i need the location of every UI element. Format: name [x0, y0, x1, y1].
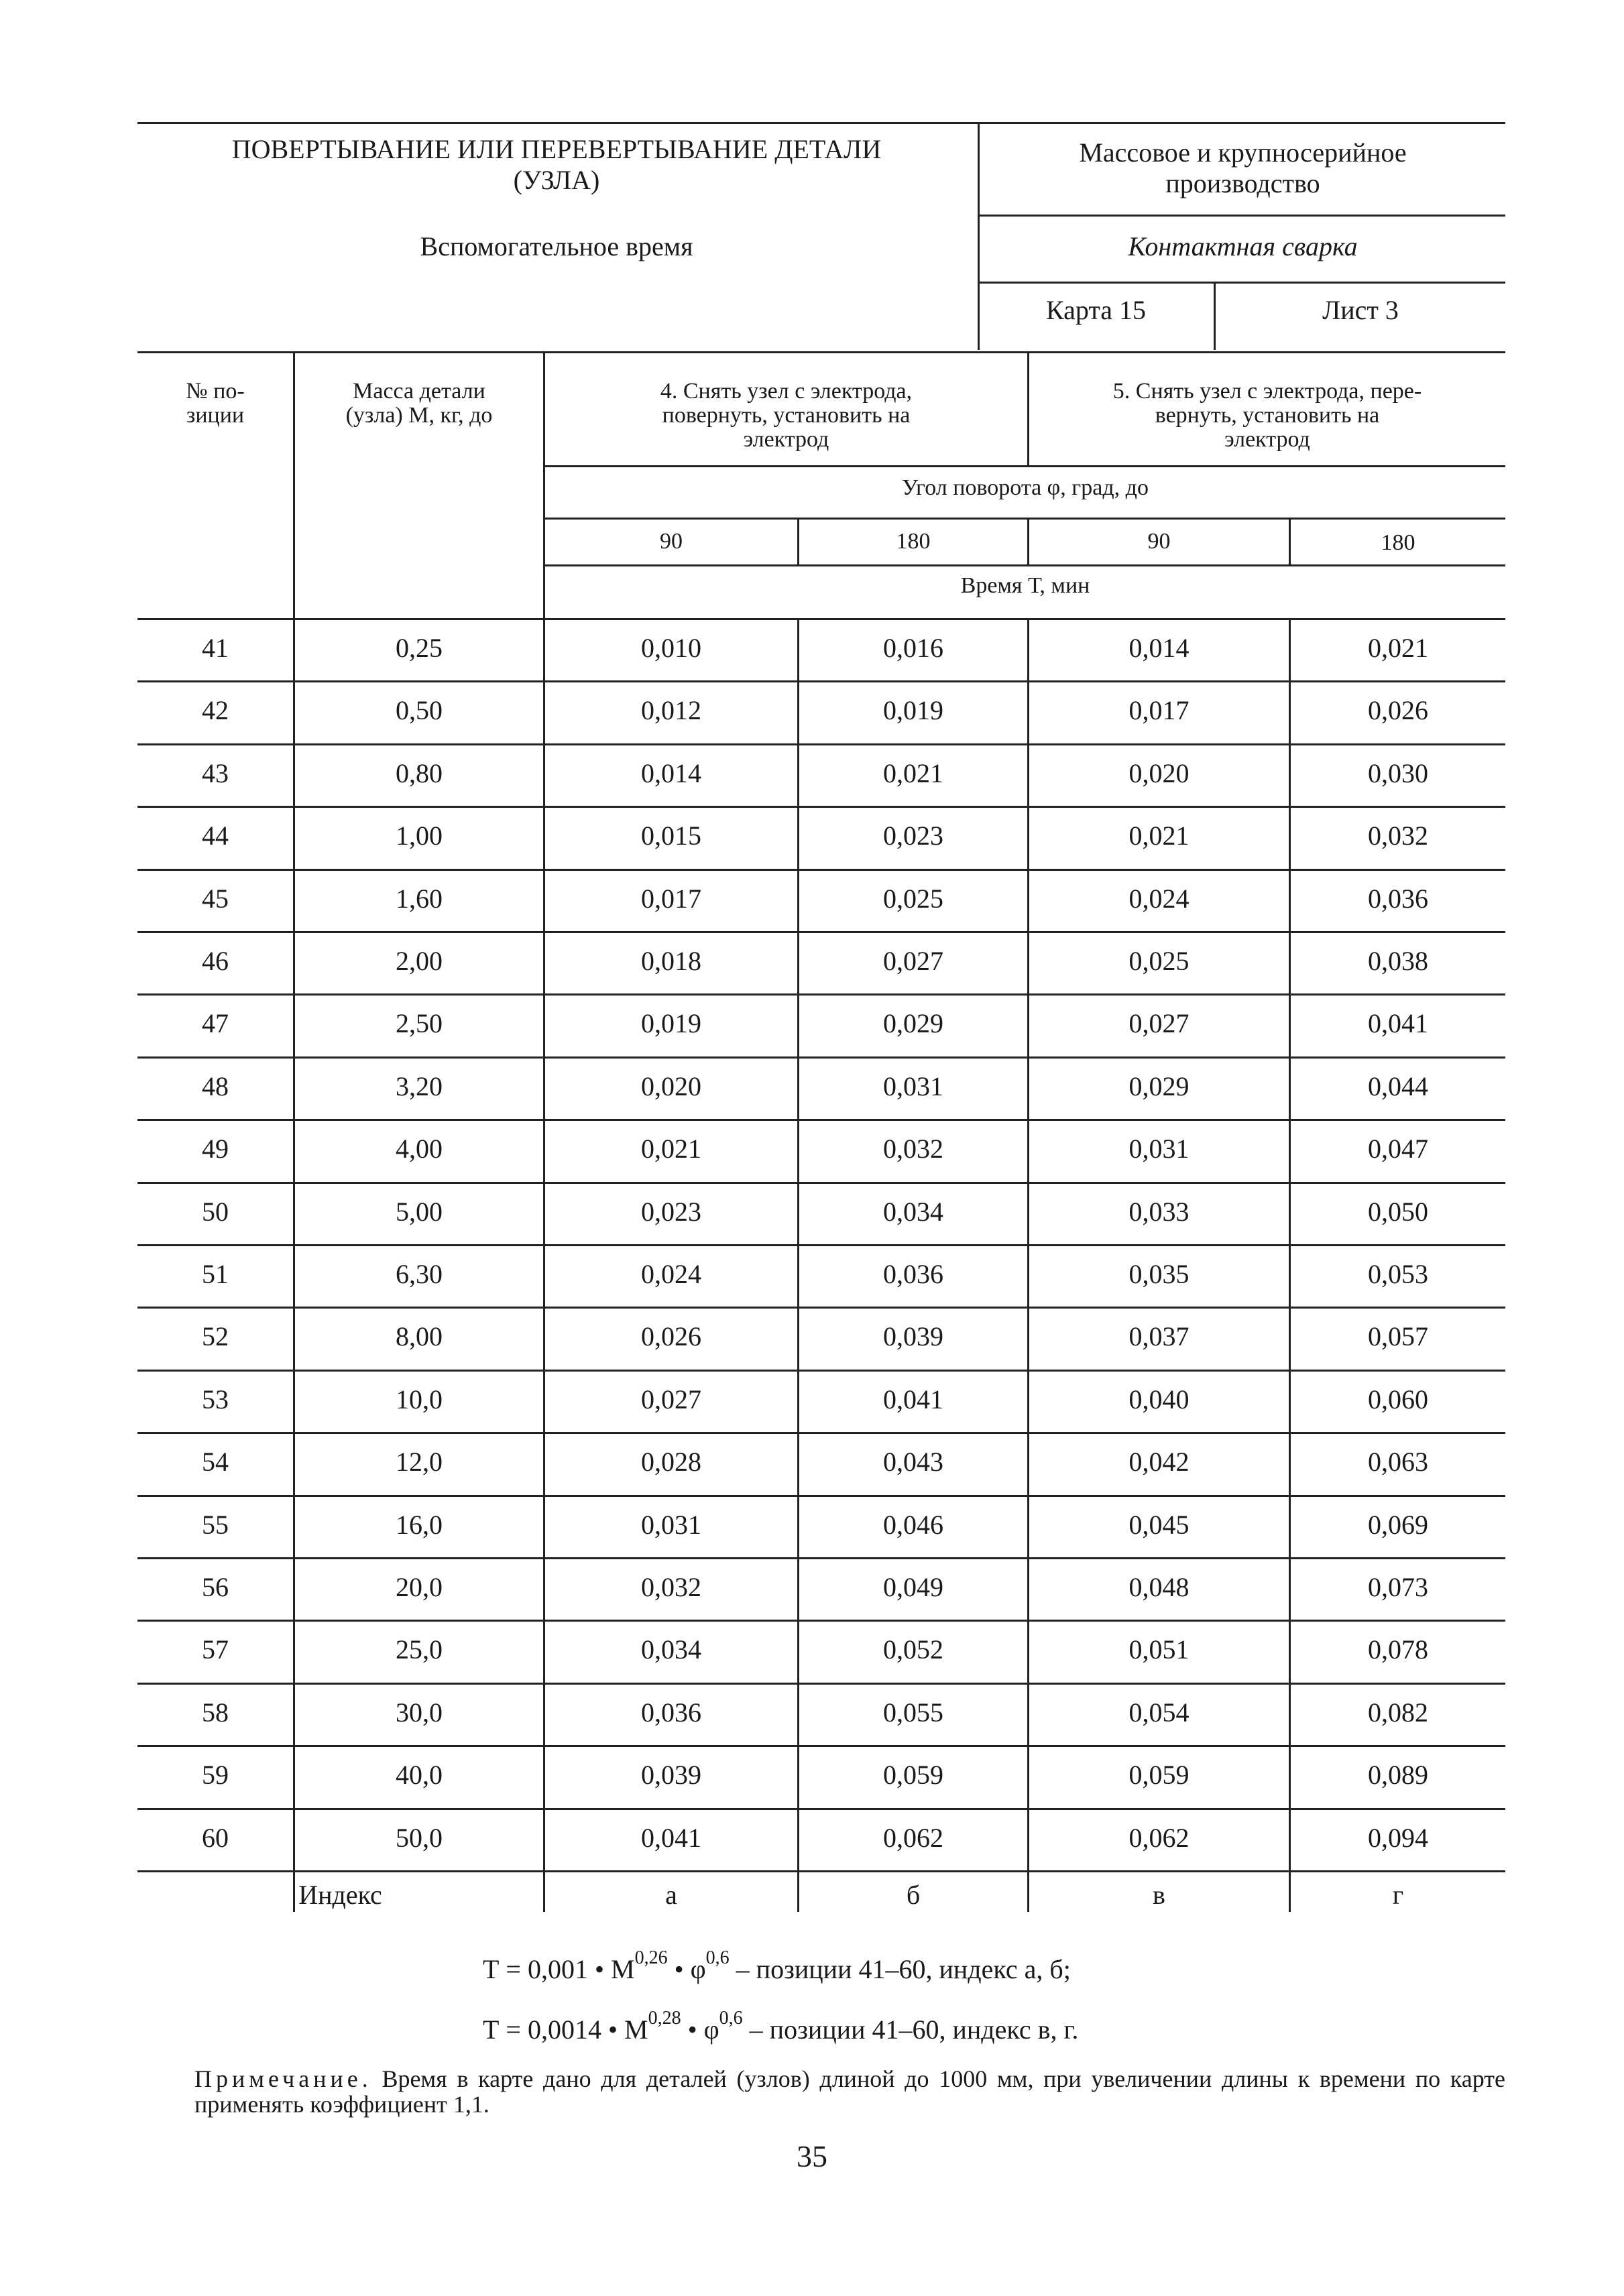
time-g-cell: 0,036	[1368, 883, 1428, 914]
time-g-cell: 0,026	[1368, 695, 1428, 726]
position-cell: 55	[202, 1509, 229, 1540]
time-v-cell: 0,059	[1128, 1760, 1190, 1791]
mass-cell: 4,00	[396, 1134, 443, 1164]
time-a-cell: 0,012	[641, 695, 701, 726]
time-a-cell: 0,028	[641, 1447, 701, 1477]
time-g-cell: 0,030	[1368, 758, 1428, 788]
position-cell: 59	[202, 1760, 229, 1791]
time-v-cell: 0,017	[1128, 695, 1190, 726]
time-v-cell: 0,027	[1128, 1008, 1190, 1039]
time-b-cell: 0,046	[883, 1509, 943, 1540]
time-g-cell: 0,032	[1368, 821, 1428, 851]
time-a-cell: 0,032	[641, 1572, 701, 1602]
mass-cell: 1,60	[396, 883, 443, 914]
position-cell: 43	[202, 758, 229, 788]
index-v: в	[1153, 1880, 1165, 1910]
time-a-cell: 0,034	[641, 1634, 701, 1665]
time-g-cell: 0,069	[1368, 1509, 1428, 1540]
time-a-cell: 0,015	[641, 821, 701, 851]
position-cell: 41	[202, 633, 229, 663]
time-g-cell: 0,094	[1368, 1822, 1428, 1853]
mass-cell: 16,0	[396, 1509, 443, 1540]
time-a-cell: 0,041	[641, 1822, 701, 1853]
mass-cell: 20,0	[396, 1572, 443, 1602]
time-a-cell: 0,023	[641, 1196, 701, 1227]
mass-cell: 1,00	[396, 821, 443, 851]
time-v-cell: 0,024	[1128, 883, 1190, 914]
time-g-cell: 0,021	[1368, 633, 1428, 663]
angle-180-op5: 180	[1381, 530, 1415, 555]
position-cell: 58	[202, 1697, 229, 1728]
mass-cell: 30,0	[396, 1697, 443, 1728]
mass-cell: 50,0	[396, 1822, 443, 1853]
mass-cell: 12,0	[396, 1447, 443, 1477]
time-v-cell: 0,033	[1128, 1196, 1190, 1227]
index-b: б	[906, 1880, 921, 1910]
mass-cell: 10,0	[396, 1384, 443, 1414]
position-cell: 49	[202, 1134, 229, 1164]
position-cell: 48	[202, 1071, 229, 1101]
time-a-cell: 0,014	[641, 758, 701, 788]
mass-cell: 0,80	[396, 758, 443, 788]
time-a-cell: 0,020	[641, 1071, 701, 1101]
time-a-cell: 0,019	[641, 1008, 701, 1039]
position-cell: 51	[202, 1259, 229, 1289]
mass-cell: 8,00	[396, 1321, 443, 1352]
formula-1: Т = 0,001 • М$^{0,26}$ • $\varphi^{0,6}$ – позиции 41–60, индекс а, б;	[483, 1947, 1071, 1984]
position-cell: 56	[202, 1572, 229, 1602]
time-b-cell: 0,029	[883, 1008, 943, 1039]
time-v-cell: 0,042	[1128, 1447, 1190, 1477]
time-b-cell: 0,031	[883, 1071, 943, 1101]
position-cell: 47	[202, 1008, 229, 1039]
position-cell: 60	[202, 1822, 229, 1853]
position-cell: 54	[202, 1447, 229, 1477]
time-g-cell: 0,078	[1368, 1634, 1428, 1665]
angle-90-op4: 90	[660, 529, 683, 554]
position-cell: 42	[202, 695, 229, 726]
index-a: а	[665, 1880, 677, 1910]
page-number: 35	[797, 2139, 827, 2173]
time-b-cell: 0,023	[883, 821, 943, 851]
time-v-cell: 0,054	[1128, 1697, 1190, 1728]
mass-cell: 2,00	[396, 946, 443, 976]
time-g-cell: 0,053	[1368, 1259, 1428, 1289]
time-v-cell: 0,029	[1128, 1071, 1190, 1101]
time-a-cell: 0,018	[641, 946, 701, 976]
position-cell: 44	[202, 821, 229, 851]
angle-180-op4: 180	[896, 529, 931, 554]
time-b-cell: 0,049	[883, 1572, 943, 1602]
time-v-cell: 0,014	[1128, 633, 1190, 663]
note	[194, 2066, 1505, 2117]
note-label: Примечание.	[194, 2065, 372, 2092]
time-g-cell: 0,047	[1368, 1134, 1428, 1164]
time-g-cell: 0,057	[1368, 1321, 1428, 1352]
mass-column-header: Масса детали (узла) М, кг, до	[345, 379, 493, 428]
time-header: Время Т, мин	[960, 573, 1090, 598]
time-v-cell: 0,062	[1128, 1822, 1190, 1853]
mass-cell: 2,50	[396, 1008, 443, 1039]
time-b-cell: 0,055	[883, 1697, 943, 1728]
mass-cell: 3,20	[396, 1071, 443, 1101]
index-label: Индекс	[298, 1880, 382, 1910]
process-type: Контактная сварка	[1128, 231, 1358, 261]
time-b-cell: 0,039	[883, 1321, 943, 1352]
time-b-cell: 0,025	[883, 883, 943, 914]
time-b-cell: 0,034	[883, 1196, 943, 1227]
card-number: Карта 15	[1045, 295, 1147, 325]
position-cell: 53	[202, 1384, 229, 1414]
time-g-cell: 0,038	[1368, 946, 1428, 976]
formula-2: Т = 0,0014 • М$^{0,28}$ • $\varphi^{0,6}$ – позиции 41–60, индекс в, г.	[483, 2008, 1079, 2045]
time-b-cell: 0,041	[883, 1384, 943, 1414]
document-title: ПОВЕРТЫВАНИЕ ИЛИ ПЕРЕВЕРТЫВАНИЕ ДЕТАЛИ (УЗЛА)	[231, 134, 882, 195]
position-cell: 45	[202, 883, 229, 914]
mass-cell: 25,0	[396, 1634, 443, 1665]
time-b-cell: 0,062	[883, 1822, 943, 1853]
time-b-cell: 0,027	[883, 946, 943, 976]
time-b-cell: 0,032	[883, 1134, 943, 1164]
mass-cell: 6,30	[396, 1259, 443, 1289]
time-b-cell: 0,059	[883, 1760, 943, 1791]
operation-5-header: 5. Снять узел с электрода, пере- вернуть, установить на электрод	[1112, 379, 1422, 452]
time-a-cell: 0,036	[641, 1697, 701, 1728]
time-g-cell: 0,050	[1368, 1196, 1428, 1227]
position-cell: 52	[202, 1321, 229, 1352]
time-b-cell: 0,052	[883, 1634, 943, 1665]
position-cell: 46	[202, 946, 229, 976]
time-v-cell: 0,020	[1128, 758, 1190, 788]
time-a-cell: 0,026	[641, 1321, 701, 1352]
time-b-cell: 0,036	[883, 1259, 943, 1289]
time-g-cell: 0,060	[1368, 1384, 1428, 1414]
mass-cell: 5,00	[396, 1196, 443, 1227]
time-v-cell: 0,048	[1128, 1572, 1190, 1602]
time-v-cell: 0,045	[1128, 1509, 1190, 1540]
time-a-cell: 0,027	[641, 1384, 701, 1414]
time-b-cell: 0,021	[883, 758, 943, 788]
position-cell: 57	[202, 1634, 229, 1665]
time-v-cell: 0,031	[1128, 1134, 1190, 1164]
time-v-cell: 0,021	[1128, 821, 1190, 851]
index-g: г	[1392, 1880, 1404, 1910]
mass-cell: 0,50	[396, 695, 443, 726]
mass-cell: 40,0	[396, 1760, 443, 1791]
angle-90-op5: 90	[1147, 529, 1171, 554]
note-text: Время в карте дано для деталей (узлов) длиной до 1000 мм, при увеличении длины к времени по карте применять коэффициент 1,1.	[194, 2065, 1505, 2118]
time-v-cell: 0,035	[1128, 1259, 1190, 1289]
time-v-cell: 0,040	[1128, 1384, 1190, 1414]
angle-header: Угол поворота φ, град, до	[902, 475, 1149, 500]
time-g-cell: 0,082	[1368, 1697, 1428, 1728]
position-column-header: № по- зиции	[186, 379, 245, 428]
time-v-cell: 0,025	[1128, 946, 1190, 976]
time-a-cell: 0,010	[641, 633, 701, 663]
sheet-number: Лист 3	[1322, 295, 1399, 325]
time-b-cell: 0,043	[883, 1447, 943, 1477]
production-type: Массовое и крупносерийное производство	[1079, 137, 1407, 198]
time-a-cell: 0,031	[641, 1509, 701, 1540]
time-a-cell: 0,021	[641, 1134, 701, 1164]
time-b-cell: 0,016	[883, 633, 943, 663]
time-v-cell: 0,051	[1128, 1634, 1190, 1665]
time-g-cell: 0,073	[1368, 1572, 1428, 1602]
time-g-cell: 0,089	[1368, 1760, 1428, 1791]
time-a-cell: 0,024	[641, 1259, 701, 1289]
document-subtitle: Вспомогательное время	[420, 231, 693, 261]
operation-4-header: 4. Снять узел с электрода, повернуть, установить на электрод	[660, 379, 913, 452]
time-v-cell: 0,037	[1128, 1321, 1190, 1352]
time-g-cell: 0,041	[1368, 1008, 1428, 1039]
time-g-cell: 0,063	[1368, 1447, 1428, 1477]
mass-cell: 0,25	[396, 633, 443, 663]
time-b-cell: 0,019	[883, 695, 943, 726]
position-cell: 50	[202, 1196, 229, 1227]
time-g-cell: 0,044	[1368, 1071, 1428, 1101]
time-a-cell: 0,039	[641, 1760, 701, 1791]
time-a-cell: 0,017	[641, 883, 701, 914]
